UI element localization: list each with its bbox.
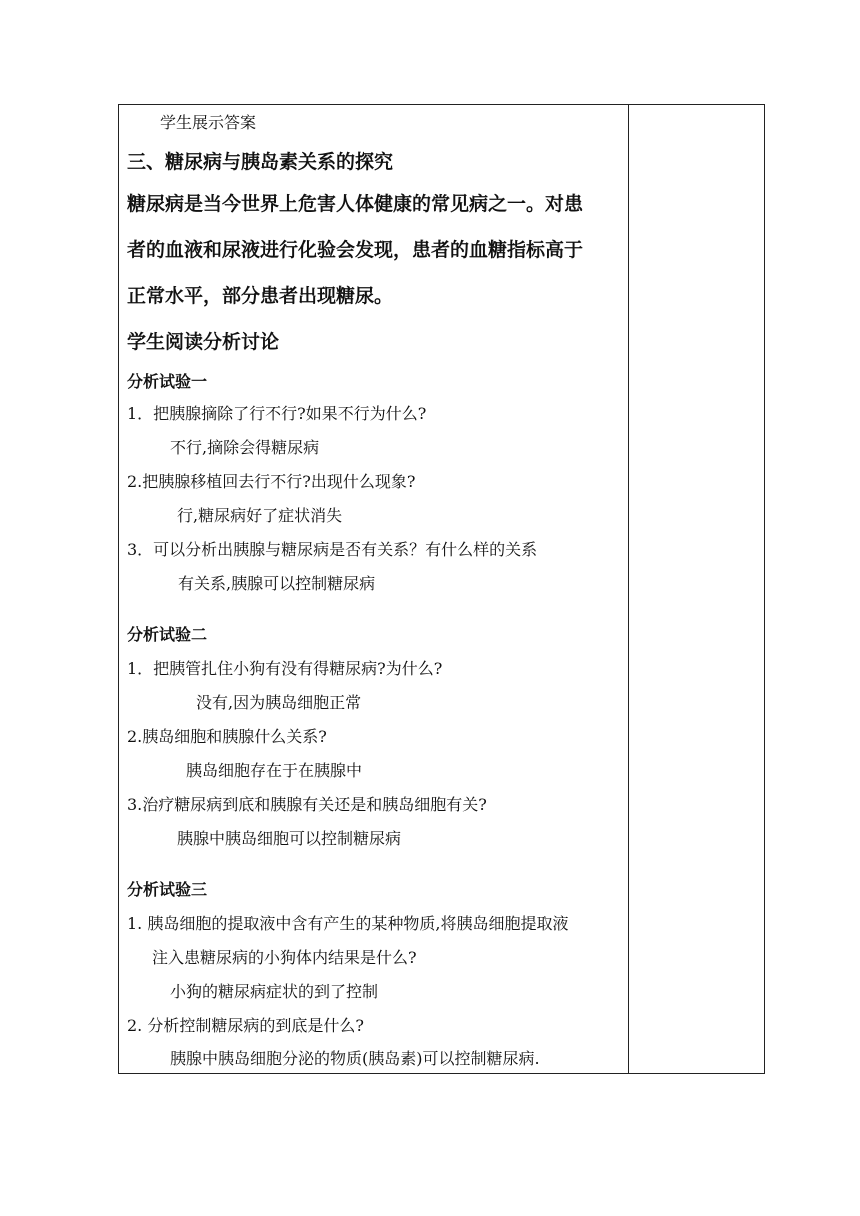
experiment-1-heading: 分析试验一	[127, 372, 208, 391]
intro-paragraph-line-3: 正常水平，部分患者出现糖尿。	[127, 285, 394, 307]
experiment-3-heading: 分析试验三	[127, 880, 208, 899]
experiment-3-answer-2: 胰腺中胰岛细胞分泌的物质(胰岛素)可以控制糖尿病.	[170, 1049, 540, 1068]
experiment-3-question-2: 2. 分析控制糖尿病的到底是什么?	[127, 1016, 364, 1035]
experiment-3-question-1: 1. 胰岛细胞的提取液中含有产生的某种物质,将胰岛细胞提取液	[127, 914, 569, 933]
table-column-divider	[628, 104, 629, 1074]
experiment-1-question-3: 3．可以分析出胰腺与糖尿病是否有关系？有什么样的关系	[127, 540, 538, 559]
experiment-2-answer-2: 胰岛细胞存在于在胰腺中	[186, 761, 363, 780]
experiment-2-answer-3: 胰腺中胰岛细胞可以控制糖尿病	[177, 829, 402, 848]
experiment-2-answer-1: 没有,因为胰岛细胞正常	[196, 693, 362, 712]
experiment-2-question-3: 3.治疗糖尿病到底和胰腺有关还是和胰岛细胞有关?	[127, 795, 487, 814]
section-heading: 三、糖尿病与胰岛素关系的探究	[127, 151, 394, 173]
experiment-2-heading: 分析试验二	[127, 625, 208, 644]
experiment-2-question-2: 2.胰岛细胞和胰腺什么关系?	[127, 727, 327, 746]
experiment-3-question-1-continued: 注入患糖尿病的小狗体内结果是什么?	[152, 948, 417, 967]
experiment-1-answer-2: 行,糖尿病好了症状消失	[177, 506, 343, 525]
discussion-heading: 学生阅读分析讨论	[127, 331, 280, 353]
experiment-1-answer-1: 不行,摘除会得糖尿病	[170, 438, 320, 457]
student-answer-label: 学生展示答案	[160, 113, 257, 132]
intro-paragraph-line-2: 者的血液和尿液进行化验会发现，患者的血糖指标高于	[127, 239, 584, 261]
experiment-2-question-1: 1．把胰管扎住小狗有没有得糖尿病?为什么?	[127, 659, 443, 678]
experiment-1-question-2: 2.把胰腺移植回去行不行?出现什么现象?	[127, 472, 416, 491]
experiment-3-answer-1: 小狗的糖尿病症状的到了控制	[170, 982, 379, 1001]
intro-paragraph-line-1: 糖尿病是当今世界上危害人体健康的常见病之一。对患	[127, 193, 584, 215]
experiment-1-answer-3: 有关系,胰腺可以控制糖尿病	[178, 574, 376, 593]
experiment-1-question-1: 1．把胰腺摘除了行不行?如果不行为什么?	[127, 404, 427, 423]
